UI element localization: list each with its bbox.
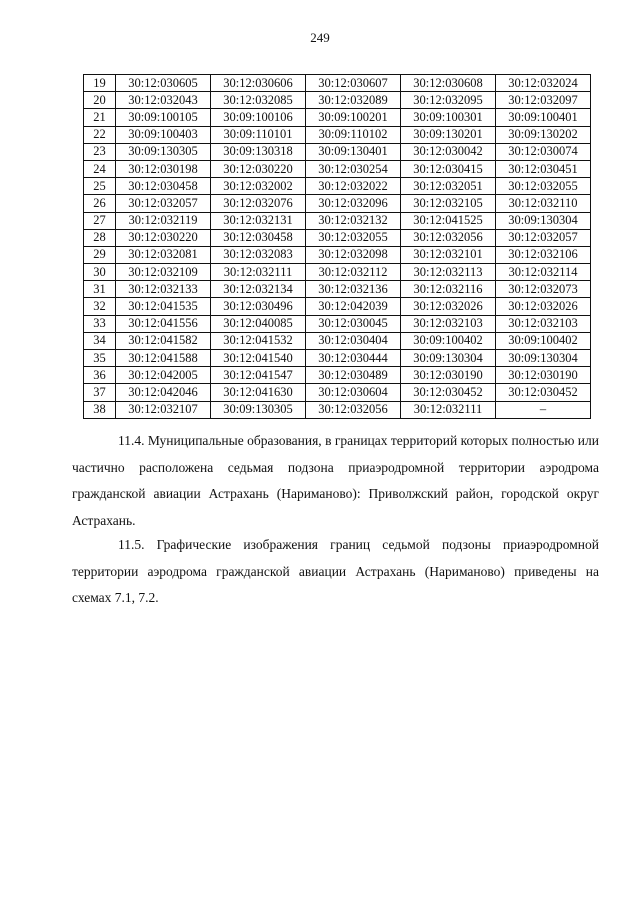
cadastral-number-cell: 30:12:032089 [306,92,401,109]
cadastral-quarters-table [83,74,591,419]
cadastral-number-cell: 30:12:032056 [306,401,401,418]
table-row [84,75,591,92]
cadastral-number-cell: 30:12:032076 [211,195,306,212]
cadastral-number-cell: 30:09:100403 [116,126,211,143]
cadastral-number-cell: 30:12:030608 [401,75,496,92]
cadastral-number-cell: 30:12:032105 [401,195,496,212]
row-number-cell: 22 [84,126,116,143]
cadastral-number-cell: 30:12:032081 [116,246,211,263]
cadastral-number-cell: 30:12:030444 [306,350,401,367]
cadastral-number-cell: 30:12:041582 [116,332,211,349]
cadastral-number-cell: 30:09:100301 [401,109,496,126]
row-number-cell: 25 [84,178,116,195]
cadastral-number-cell: 30:09:100402 [401,332,496,349]
paragraph-11-4: 11.4. Муниципальные образования, в границах территорий которых полностью или частично расположена седьмая подзона приаэродромной территории аэродрома гражданской авиации Астрахань (Нариманово): Приволжский район, городской округ Астрахань. [72,433,599,528]
cadastral-number-cell: 30:12:032057 [496,229,591,246]
cadastral-number-cell: 30:12:032043 [116,92,211,109]
cadastral-number-cell: 30:12:032083 [211,246,306,263]
cadastral-number-cell: 30:12:030605 [116,75,211,92]
cadastral-number-cell: 30:12:032101 [401,246,496,263]
cadastral-number-cell: 30:09:130202 [496,126,591,143]
row-number-cell: 37 [84,384,116,401]
cadastral-number-cell: 30:12:032109 [116,264,211,281]
cadastral-number-cell: 30:12:030604 [306,384,401,401]
cadastral-number-cell: 30:12:032055 [496,178,591,195]
row-number-cell: 23 [84,143,116,160]
table-row [84,367,591,384]
cadastral-number-cell: 30:09:100106 [211,109,306,126]
cadastral-number-cell: 30:12:042039 [306,298,401,315]
row-number-cell: 21 [84,109,116,126]
table-row [84,315,591,332]
cadastral-number-cell: 30:12:041556 [116,315,211,332]
cadastral-number-cell: 30:12:032073 [496,281,591,298]
cadastral-number-cell: 30:12:032097 [496,92,591,109]
cadastral-number-cell: 30:12:030045 [306,315,401,332]
row-number-cell: 36 [84,367,116,384]
table-row [84,298,591,315]
table-row [84,195,591,212]
cadastral-number-cell: 30:09:130318 [211,143,306,160]
table-row [84,109,591,126]
table-row [84,143,591,160]
cadastral-number-cell: 30:12:032051 [401,178,496,195]
cadastral-number-cell: 30:12:032133 [116,281,211,298]
cadastral-number-cell: 30:12:032026 [401,298,496,315]
cadastral-number-cell: 30:12:042046 [116,384,211,401]
row-number-cell: 20 [84,92,116,109]
cadastral-number-cell: 30:09:130201 [401,126,496,143]
page-number: 249 [310,30,330,45]
table-row [84,246,591,263]
cadastral-number-cell: 30:09:130304 [496,350,591,367]
cadastral-number-cell: 30:12:030458 [211,229,306,246]
cadastral-number-cell: 30:12:032098 [306,246,401,263]
table-row [84,160,591,177]
cadastral-number-cell: 30:12:032134 [211,281,306,298]
cadastral-number-cell: 30:12:030190 [496,367,591,384]
cadastral-number-cell: 30:12:032136 [306,281,401,298]
cadastral-number-cell: 30:12:030042 [401,143,496,160]
cadastral-number-cell: 30:12:041525 [401,212,496,229]
cadastral-number-cell: 30:12:030404 [306,332,401,349]
table-row [84,401,591,418]
cadastral-number-cell: 30:09:110102 [306,126,401,143]
cadastral-number-cell: 30:12:030451 [496,160,591,177]
cadastral-number-cell: 30:12:032132 [306,212,401,229]
cadastral-number-cell: 30:09:130401 [306,143,401,160]
table-row [84,212,591,229]
cadastral-number-cell: 30:12:032002 [211,178,306,195]
row-number-cell: 34 [84,332,116,349]
cadastral-number-cell: 30:09:130305 [116,143,211,160]
cadastral-number-cell: 30:12:032107 [116,401,211,418]
cadastral-number-cell: 30:12:032085 [211,92,306,109]
cadastral-number-cell: 30:12:032116 [401,281,496,298]
table-body [84,75,591,419]
cadastral-number-cell: 30:12:032096 [306,195,401,212]
cadastral-number-cell: 30:12:030496 [211,298,306,315]
table-row [84,126,591,143]
row-number-cell: 31 [84,281,116,298]
cadastral-number-cell: 30:12:030452 [496,384,591,401]
cadastral-number-cell: 30:12:030220 [116,229,211,246]
cadastral-number-cell: 30:12:032103 [401,315,496,332]
cadastral-number-cell: 30:12:042005 [116,367,211,384]
cadastral-number-cell: 30:12:032095 [401,92,496,109]
table-row [84,281,591,298]
cadastral-number-cell: 30:12:030606 [211,75,306,92]
cadastral-number-cell: 30:12:030074 [496,143,591,160]
cadastral-number-cell: 30:09:100201 [306,109,401,126]
cadastral-number-cell: 30:12:032114 [496,264,591,281]
cadastral-number-cell: 30:12:041588 [116,350,211,367]
paragraph-11-5: 11.5. Графические изображения границ седьмой подзоны приаэродромной территории аэродрома гражданской авиации Астрахань (Нариманово) приведены на схемах 7.1, 7.2. [72,537,599,605]
cadastral-number-cell: 30:12:032119 [116,212,211,229]
row-number-cell: 26 [84,195,116,212]
row-number-cell: 38 [84,401,116,418]
cadastral-number-cell: 30:09:130305 [211,401,306,418]
cadastral-number-cell: 30:12:032111 [401,401,496,418]
table-row [84,350,591,367]
cadastral-number-cell: 30:09:100401 [496,109,591,126]
cadastral-number-cell: 30:12:041547 [211,367,306,384]
cadastral-number-cell: 30:12:030190 [401,367,496,384]
cadastral-number-cell: 30:12:041630 [211,384,306,401]
cadastral-number-cell: 30:12:030198 [116,160,211,177]
cadastral-number-cell: 30:12:032113 [401,264,496,281]
cadastral-number-cell: 30:12:041535 [116,298,211,315]
cadastral-number-cell: 30:12:041532 [211,332,306,349]
cadastral-number-cell: 30:12:032103 [496,315,591,332]
cadastral-number-cell: 30:12:032110 [496,195,591,212]
cadastral-number-cell: 30:12:032055 [306,229,401,246]
cadastral-number-cell: 30:12:030452 [401,384,496,401]
cadastral-number-cell: 30:12:032057 [116,195,211,212]
cadastral-number-cell: 30:09:130304 [401,350,496,367]
cadastral-number-cell: 30:12:040085 [211,315,306,332]
row-number-cell: 33 [84,315,116,332]
cadastral-number-cell: 30:12:032111 [211,264,306,281]
cadastral-number-cell: 30:12:032056 [401,229,496,246]
cadastral-number-cell: 30:09:100105 [116,109,211,126]
cadastral-number-cell: 30:12:032024 [496,75,591,92]
cadastral-number-cell: 30:12:030220 [211,160,306,177]
cadastral-number-cell: – [496,401,591,418]
table-row [84,384,591,401]
table-row [84,229,591,246]
cadastral-number-cell: 30:12:030458 [116,178,211,195]
cadastral-number-cell: 30:12:032022 [306,178,401,195]
cadastral-number-cell: 30:12:032112 [306,264,401,281]
row-number-cell: 32 [84,298,116,315]
row-number-cell: 24 [84,160,116,177]
row-number-cell: 35 [84,350,116,367]
cadastral-number-cell: 30:12:032026 [496,298,591,315]
row-number-cell: 29 [84,246,116,263]
row-number-cell: 27 [84,212,116,229]
cadastral-number-cell: 30:12:032106 [496,246,591,263]
cadastral-number-cell: 30:12:030254 [306,160,401,177]
cadastral-number-cell: 30:12:030415 [401,160,496,177]
cadastral-number-cell: 30:12:030489 [306,367,401,384]
table-row [84,92,591,109]
row-number-cell: 30 [84,264,116,281]
cadastral-number-cell: 30:09:130304 [496,212,591,229]
cadastral-number-cell: 30:09:110101 [211,126,306,143]
table-row [84,264,591,281]
table-row [84,178,591,195]
cadastral-number-cell: 30:09:100402 [496,332,591,349]
cadastral-number-cell: 30:12:032131 [211,212,306,229]
cadastral-number-cell: 30:12:030607 [306,75,401,92]
row-number-cell: 28 [84,229,116,246]
row-number-cell: 19 [84,75,116,92]
cadastral-number-cell: 30:12:041540 [211,350,306,367]
table-row [84,332,591,349]
